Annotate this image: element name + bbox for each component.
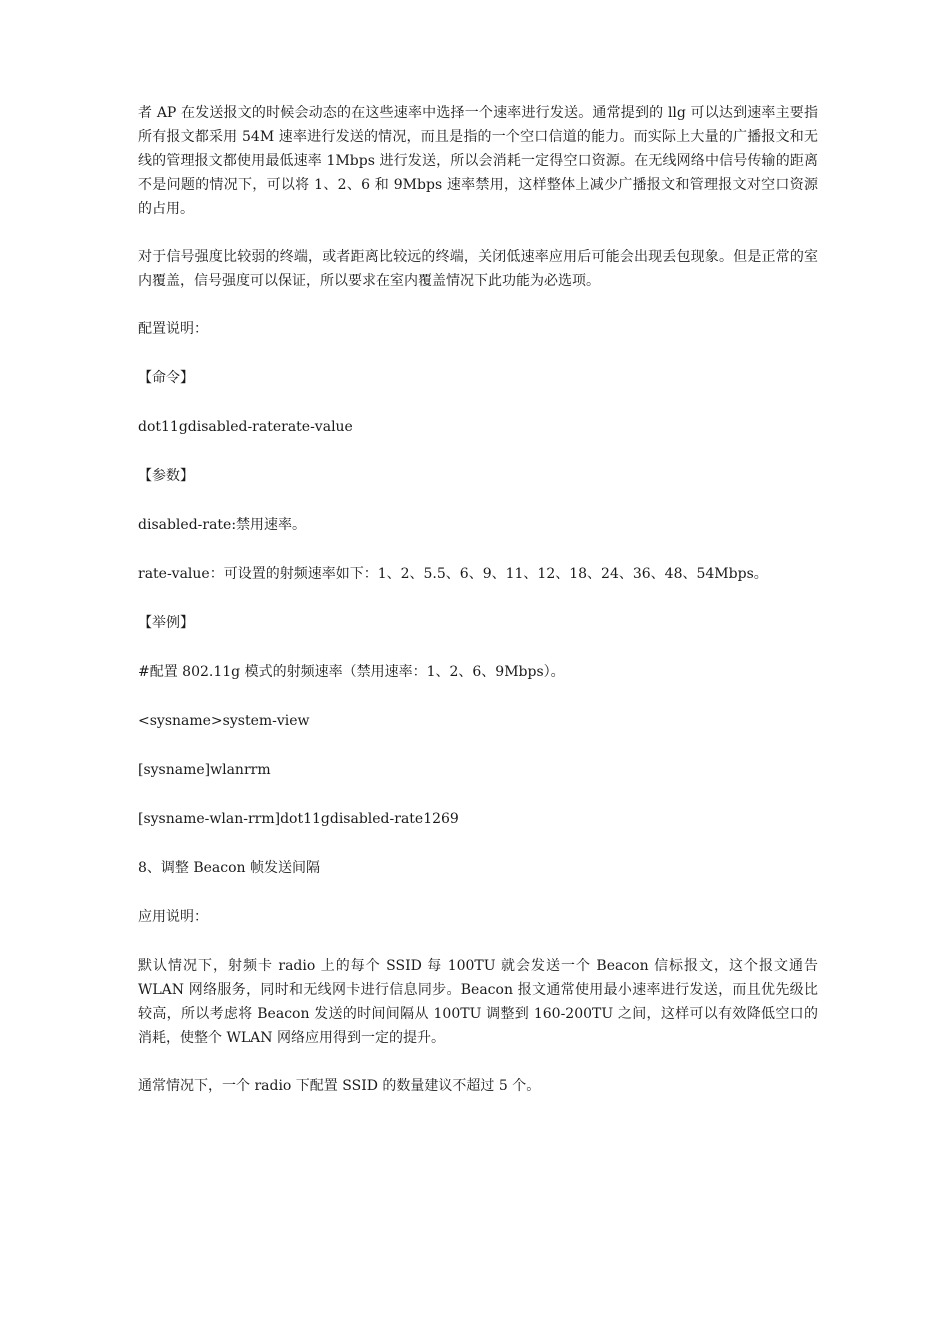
heading-parameters: 【参数】: [138, 468, 194, 484]
heading-example: 【举例】: [138, 615, 194, 631]
heading-application-description: 应用说明：: [138, 909, 208, 925]
example-line-disable-rate: [sysname-wlan-rrm]dot11gdisabled-rate1269: [138, 811, 459, 827]
example-line-wlan-rrm: [sysname]wlanrrm: [138, 762, 271, 778]
document-body: [138, 101, 818, 1098]
paragraph-beacon-interval: 默认情况下，射频卡 radio 上的每个 SSID 每 100TU 就会发送一个 Beacon 信标报文，这个报文通告 WLAN 网络服务，同时和无线网卡进行信息同步。Beacon 报文通常使用最小速率进行发送，而且优先级比较高，所以考虑将 Beacon 发送的时间间隔从 100TU 调整到 160-200TU 之间，这样可以有效降低空口的消耗，使整个 WLAN 网络应用得到一定的提升。: [138, 958, 818, 1046]
paragraph-rate-intro: 者 AP 在发送报文的时候会动态的在这些速率中选择一个速率进行发送。通常提到的 llg 可以达到速率主要指所有报文都采用 54M 速率进行发送的情况，而且是指的一个空口信道的能力。而实际上大量的广播报文和无线的管理报文都使用最低速率 1Mbps 进行发送，所以会消耗一定得空口资源。在无线网络中信号传输的距离不是问题的情况下，可以将 1、2、6 和 9Mbps 速率禁用，这样整体上减少广播报文和管理报文对空口资源的占用。: [138, 105, 818, 217]
example-comment: #配置 802.11g 模式的射频速率（禁用速率：1、2、6、9Mbps）。: [138, 664, 565, 680]
heading-config-description: 配置说明：: [138, 321, 208, 337]
example-line-system-view: <sysname>system-view: [138, 713, 310, 729]
parameter-rate-value: rate-value：可设置的射频速率如下：1、2、5.5、6、9、11、12、18、24、36、48、54Mbps。: [138, 566, 768, 582]
command-syntax: dot11gdisabled-raterate-value: [138, 419, 353, 435]
heading-command: 【命令】: [138, 370, 194, 386]
section-heading-beacon: 8、调整 Beacon 帧发送间隔: [138, 860, 321, 876]
parameter-disabled-rate: disabled-rate:禁用速率。: [138, 517, 307, 533]
paragraph-low-rate-note: 对于信号强度比较弱的终端，或者距离比较远的终端，关闭低速率应用后可能会出现丢包现象。但是正常的室内覆盖，信号强度可以保证，所以要求在室内覆盖情况下此功能为必选项。: [138, 249, 818, 289]
paragraph-ssid-count: 通常情况下，一个 radio 下配置 SSID 的数量建议不超过 5 个。: [138, 1078, 541, 1094]
